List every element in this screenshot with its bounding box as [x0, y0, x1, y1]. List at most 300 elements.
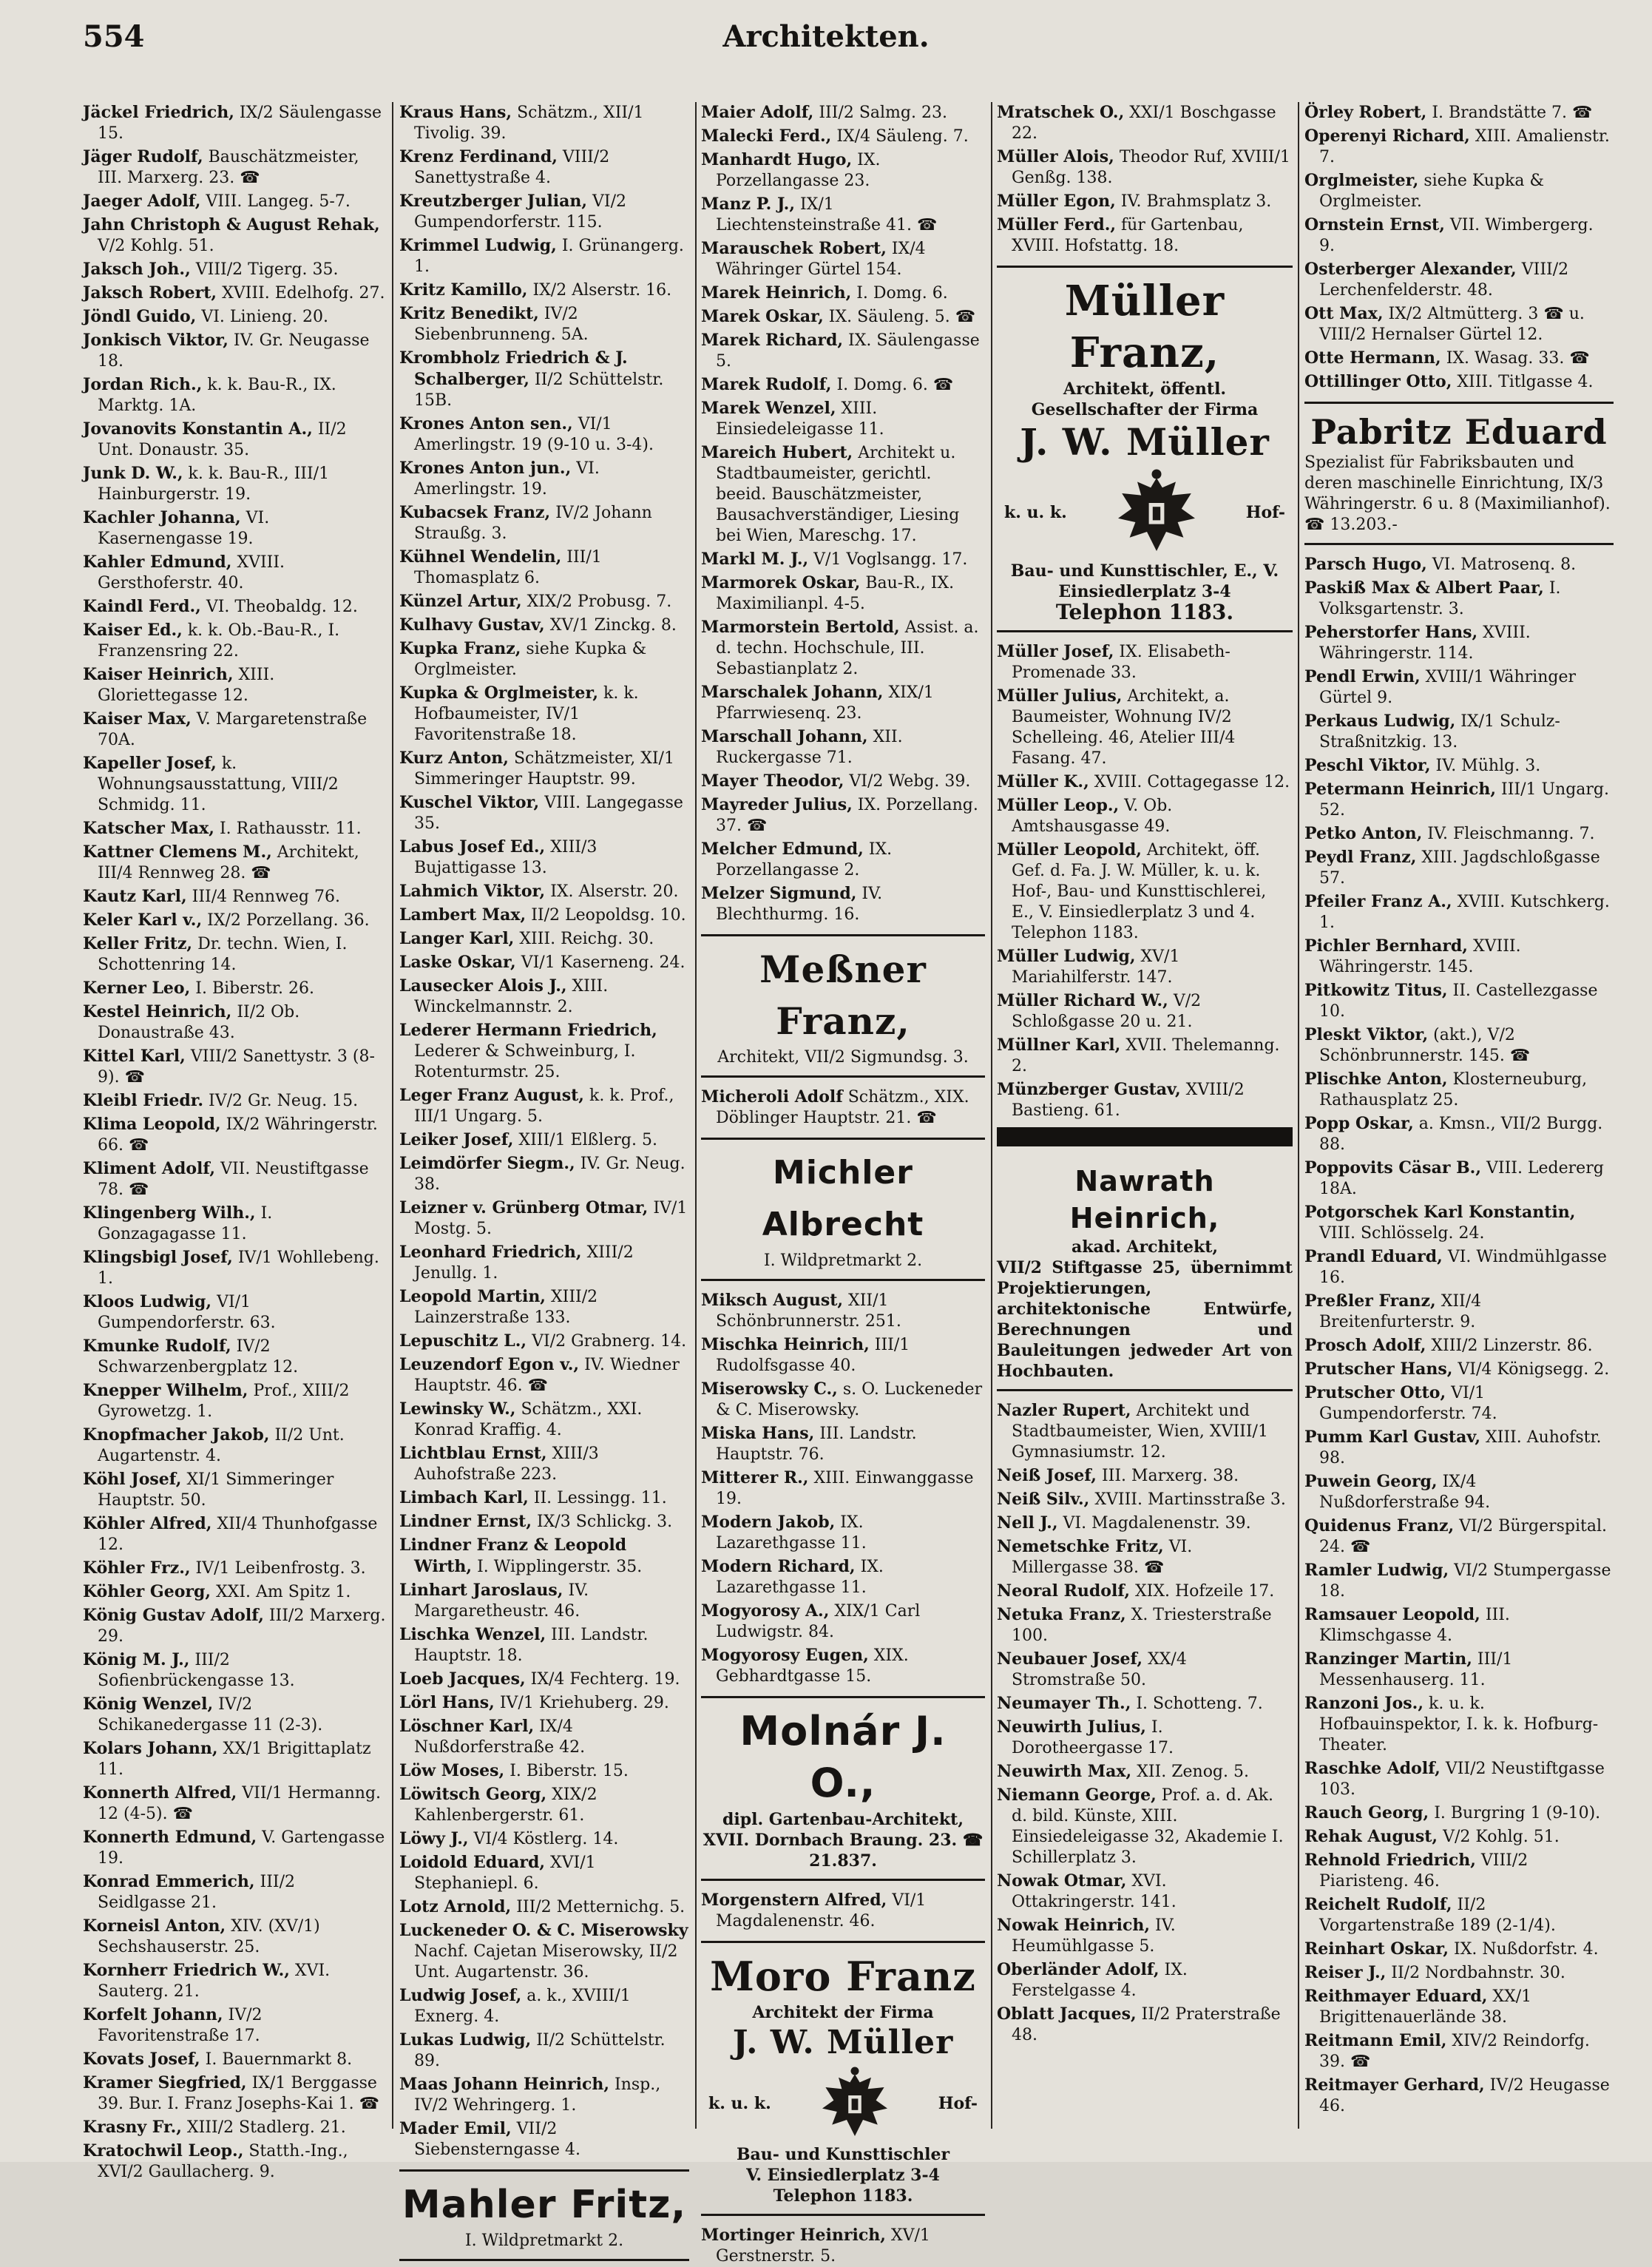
ad-moro-firm: J. W. Müller	[732, 2024, 954, 2061]
column-rule	[1298, 102, 1299, 2129]
directory-entry	[1304, 2075, 1614, 2117]
entry-address: IX/2 Währingerstr. 66. ☎	[98, 1115, 378, 1155]
entry-name: Ranzoni Jos.,	[1304, 1694, 1424, 1713]
entry-address: III. Marxerg. 38.	[1101, 1467, 1239, 1485]
entry-name: Reitmayer Gerhard,	[1304, 2075, 1485, 2095]
entry-address: XX/1 Brigittenauerlände 38.	[1319, 1987, 1532, 2027]
directory-entry	[1304, 891, 1614, 933]
directory-entry	[399, 952, 689, 973]
entry-address: II/2 Unt. Augartenstr. 4.	[98, 1426, 345, 1465]
entry-address: Architekt, a. Baumeister, Wohnung IV/2 Schelleing. 46, Atelier III/4 Fasang. 47.	[1012, 687, 1236, 768]
entry-address: IX/3 Schlickg. 3.	[537, 1513, 673, 1531]
entry-address: VII/2 Neustiftgasse 103.	[1319, 1760, 1605, 1799]
entry-address: IV/2 Heugasse 46.	[1319, 2076, 1610, 2115]
entry-name: Müller K.,	[997, 772, 1089, 791]
entry-name: Poppovits Cäsar B.,	[1304, 1158, 1481, 1178]
directory-entry	[1304, 1158, 1614, 1200]
directory-entry	[997, 1581, 1293, 1602]
entry-address: XVI/1 Stephaniepl. 6.	[414, 1854, 596, 1893]
entry-address: VI/1 Gumpendorferstr. 63.	[98, 1293, 276, 1332]
directory-entry	[83, 2117, 386, 2138]
ad-mueller-crest-row	[997, 464, 1293, 561]
entry-name: Jöndl Guido,	[83, 307, 197, 326]
directory-entry	[1304, 126, 1614, 168]
entry-name: Labus Josef Ed.,	[399, 837, 546, 857]
directory-entry	[1304, 847, 1614, 889]
entry-name: Lindner Ernst,	[399, 1512, 532, 1531]
directory-entry	[997, 1513, 1293, 1534]
directory-entry	[399, 1331, 689, 1352]
directory-entry	[701, 1467, 985, 1510]
entry-name: Markl M. J.,	[701, 550, 809, 569]
directory-entry	[83, 1469, 386, 1511]
entry-name: Nowak Heinrich,	[997, 1916, 1151, 1935]
directory-entry	[399, 1535, 689, 1578]
entry-address: V/2 Kohlg. 51.	[98, 237, 214, 255]
entry-address: VII/2 Siebensterngasse 4.	[414, 2120, 581, 2159]
directory-entry	[701, 1890, 985, 1932]
ad-moro-name: Moro Franz	[710, 1953, 976, 2000]
entry-address: XIII. Amalienstr. 7.	[1319, 127, 1610, 166]
entry-address: XVIII/1 Währinger Gürtel 9.	[1319, 668, 1577, 707]
entry-name: Leimdörfer Siegm.,	[399, 1154, 575, 1173]
directory-entry	[997, 102, 1293, 144]
directory-entry	[399, 638, 689, 680]
entry-address: XVIII/2 Bastieng. 61.	[1012, 1081, 1245, 1120]
ad-moro-crest-row	[701, 2063, 985, 2144]
entry-address: XIII/1 Elßlerg. 5.	[518, 1131, 657, 1149]
entry-address: VI/2 Grabnerg. 14.	[532, 1332, 687, 1351]
entry-name: Keller Fritz,	[83, 934, 193, 953]
entry-name: Ramsauer Leopold,	[1304, 1605, 1480, 1624]
entry-name: Mratschek O.,	[997, 103, 1125, 122]
entry-name: Neumayer Th.,	[997, 1694, 1131, 1713]
directory-entry	[83, 330, 386, 372]
entry-name: Reichelt Rudolf,	[1304, 1895, 1452, 1914]
entry-name: Langer Karl,	[399, 929, 515, 948]
directory-entry	[83, 214, 386, 257]
directory-entry	[997, 1871, 1293, 1913]
directory-entry	[399, 748, 689, 790]
entry-name: Nemetschke Fritz,	[997, 1537, 1164, 1556]
entry-name: Luckeneder O. & C. Miserowsky	[399, 1921, 688, 1940]
entry-address: Theodor Ruf, XVIII/1 Genßg. 138.	[1012, 148, 1290, 187]
entry-name: Örley Robert,	[1304, 103, 1427, 122]
entry-name: Krones Anton jun.,	[399, 459, 572, 478]
entry-address: Schätzmeister, XI/1 Simmeringer Hauptstr. 99.	[414, 749, 674, 788]
directory-entry	[83, 664, 386, 706]
column-3-entries-end	[701, 2225, 985, 2267]
entry-name: Ott Max,	[1304, 304, 1384, 323]
entry-name: Knepper Wilhelm,	[83, 1381, 248, 1400]
entry-address: I. Wipplingerstr. 35.	[477, 1558, 643, 1576]
entry-name: Klingsbigl Josef,	[83, 1248, 233, 1267]
ad-mahler-name: Mahler Fritz,	[402, 2183, 687, 2227]
directory-entry	[701, 682, 985, 724]
directory-entry	[701, 102, 985, 124]
entry-address: XVIII. Martinsstraße 3.	[1094, 1490, 1286, 1509]
entry-name: Mitterer R.,	[701, 1468, 809, 1487]
directory-entry	[701, 194, 985, 236]
entry-name: Löwy J.,	[399, 1829, 469, 1848]
entry-address: Statth.-Ing., XVI/2 Gaullacherg. 9.	[98, 2142, 348, 2181]
entry-address: XIX. Gebhardtgasse 15.	[716, 1646, 909, 1686]
entry-address: VI. Windmühlgasse 16.	[1319, 1248, 1607, 1287]
entry-name: Korneisl Anton,	[83, 1916, 226, 1936]
directory-entry	[399, 2030, 689, 2072]
entry-address: XV/1 Gerstnerstr. 5.	[716, 2226, 930, 2266]
entry-address: I. Domg. 6.	[856, 284, 948, 303]
entry-name: Krones Anton sen.,	[399, 414, 573, 433]
entry-address: VIII. Langeg. 5-7.	[206, 192, 351, 211]
entry-address: VI/2 Webg. 39.	[849, 772, 971, 791]
directory-entry	[997, 1785, 1293, 1868]
entry-address: V. Gartengasse 19.	[98, 1828, 385, 1868]
entry-name: Müller Richard W.,	[997, 991, 1168, 1010]
entry-name: Leizner v. Grünberg Otmar,	[399, 1198, 649, 1217]
directory-entry	[83, 1827, 386, 1869]
entry-name: Puwein Georg,	[1304, 1472, 1438, 1491]
entry-name: Loidold Eduard,	[399, 1853, 545, 1872]
directory-entry	[399, 1153, 689, 1195]
entry-address: VII. Neustiftgasse 78. ☎	[98, 1160, 369, 1199]
entry-name: Köhl Josef,	[83, 1470, 182, 1489]
entry-address: XIII/3 Bujattigasse 13.	[414, 838, 598, 877]
entry-name: Neiß Josef,	[997, 1466, 1097, 1485]
entry-name: Leopold Martin,	[399, 1287, 546, 1306]
entry-name: Mader Emil,	[399, 2119, 512, 2138]
entry-address: IX/2 Säulengasse 15.	[98, 104, 382, 143]
directory-entry	[399, 1716, 689, 1758]
entry-address: IV/1 Wohllebeng. 1.	[98, 1249, 379, 1288]
directory-entry	[83, 283, 386, 304]
entry-name: Jäckel Friedrich,	[83, 103, 234, 122]
column-rule	[695, 102, 697, 2129]
directory-entry	[399, 1242, 689, 1284]
entry-address: III/1 Rudolfsgasse 40.	[716, 1336, 910, 1375]
entry-name: Lahmich Viktor,	[399, 882, 546, 901]
entry-address: Schätzm., XIX. Döblinger Hauptstr. 21. ☎	[716, 1088, 969, 1127]
directory-entry	[1304, 1758, 1614, 1800]
entry-name: Orglmeister,	[1304, 171, 1419, 190]
entry-address: II/2 Schüttelstr. 15B.	[414, 371, 664, 410]
entry-name: Melcher Edmund,	[701, 839, 864, 859]
entry-name: Müller Leop.,	[997, 796, 1120, 815]
entry-address: VIII. Langegasse 35.	[414, 794, 683, 833]
directory-entry	[997, 686, 1293, 769]
directory-entry	[1304, 1471, 1614, 1513]
entry-address: II/2 Unt. Donaustr. 35.	[98, 420, 347, 459]
entry-name: Müller Leopold,	[997, 840, 1142, 859]
entry-name: Marmorstein Bertold,	[701, 618, 900, 637]
entry-address: IV/1 Leibenfrostg. 3.	[195, 1559, 366, 1578]
entry-name: Reithmayer Eduard,	[1304, 1987, 1488, 2006]
black-rule	[997, 1127, 1293, 1146]
directory-entry	[1304, 578, 1614, 620]
directory-entry	[1304, 348, 1614, 369]
entry-address: VI. Millergasse 38. ☎	[1012, 1538, 1193, 1577]
entry-name: Marauschek Robert,	[701, 239, 887, 258]
ad-mueller-line1: Architekt, öffentl. Gesellschafter der Firma	[1031, 379, 1259, 419]
directory-entry	[399, 1354, 689, 1396]
entry-name: Potgorschek Karl Konstantin,	[1304, 1203, 1576, 1222]
entry-address: II/2 Schüttelstr. 89.	[414, 2031, 666, 2070]
entry-name: Kubacsek Franz,	[399, 503, 551, 522]
entry-address: IX. Porzellangasse 2.	[716, 840, 893, 879]
directory-entry	[1304, 1850, 1614, 1892]
entry-address: X. Triesterstraße 100.	[1012, 1606, 1272, 1645]
entry-address: V. Margaretenstraße 70A.	[98, 710, 368, 749]
entry-name: Kestel Heinrich,	[83, 1002, 232, 1021]
entry-address: a. Kmsn., VII/2 Burgg. 88.	[1319, 1115, 1603, 1154]
entry-address: IX/4 Nußdorferstraße 94.	[1319, 1473, 1491, 1512]
entry-name: Neubauer Josef,	[997, 1649, 1143, 1669]
entry-address: VI. Magdalenenstr. 39.	[1063, 1514, 1251, 1533]
entry-address: VI/2 Gumpendorferstr. 115.	[414, 192, 626, 232]
entry-address: IX/4 Fechterg. 19.	[530, 1670, 680, 1689]
directory-entry	[701, 1645, 985, 1687]
entry-name: Raschke Adolf,	[1304, 1759, 1441, 1778]
entry-name: Plischke Anton,	[1304, 1070, 1448, 1089]
directory-entry	[83, 753, 386, 816]
directory-entry	[1304, 1246, 1614, 1288]
entry-address: I. Rathausstr. 11.	[219, 820, 362, 838]
ad-mueller	[997, 266, 1293, 632]
directory-entry	[1304, 1604, 1614, 1646]
entry-address: IX. Porzellang. 37. ☎	[716, 796, 978, 835]
directory-entry	[83, 2004, 386, 2047]
entry-name: Kolars Johann,	[83, 1739, 218, 1758]
directory-entry	[1304, 102, 1614, 124]
entry-name: Knopfmacher Jakob,	[83, 1425, 270, 1445]
directory-entry	[997, 946, 1293, 988]
directory-entry	[701, 771, 985, 792]
ad-nawrath-line1: akad. Architekt,	[1071, 1237, 1219, 1257]
entry-name: Kmunke Rudolf,	[83, 1337, 231, 1356]
entry-name: Lörl Hans,	[399, 1693, 495, 1712]
entry-name: Jaksch Joh.,	[83, 260, 191, 279]
entry-address: III/2 Salmg. 23.	[819, 104, 947, 122]
directory-entry	[83, 1558, 386, 1579]
directory-entry	[997, 1959, 1293, 2001]
entry-name: Osterberger Alexander,	[1304, 260, 1517, 279]
entry-address: Architekt u. Stadtbaumeister, gerichtl. beeid. Bauschätzmeister, Bausachverständiger, Liesing bei Wien, Mareschg. 17.	[716, 444, 960, 545]
ad-michler	[701, 1138, 985, 1281]
column-rule	[392, 102, 393, 2129]
entry-name: Maas Johann Heinrich,	[399, 2075, 610, 2094]
entry-address: XVIII. Cottagegasse 12.	[1094, 773, 1290, 791]
entry-address: I. Biberstr. 15.	[510, 1762, 629, 1780]
entry-name: Krenz Ferdinand,	[399, 147, 558, 166]
directory-entry	[83, 1581, 386, 1603]
entry-name: Ludwig Josef,	[399, 1986, 522, 2005]
directory-entry	[399, 976, 689, 1018]
directory-entry	[83, 507, 386, 550]
directory-entry	[1304, 755, 1614, 777]
directory-entry	[399, 905, 689, 926]
entry-address: XVII. Thelemanng. 2.	[1012, 1036, 1280, 1075]
directory-entry	[701, 306, 985, 328]
entry-address: k. k. Bau-R., III/1 Hainburgerstr. 19.	[98, 464, 330, 504]
entry-address: Architekt und Stadtbaumeister, Wien, XVIII/1 Gymnasiumstr. 12.	[1012, 1402, 1268, 1462]
directory-entry	[83, 102, 386, 144]
directory-entry	[1304, 554, 1614, 575]
directory-entry	[399, 837, 689, 879]
entry-name: Korfelt Johann,	[83, 2005, 223, 2024]
entry-address: XII. Zenog. 5.	[1137, 1763, 1249, 1781]
entry-name: Leger Franz August,	[399, 1086, 584, 1105]
directory-entry	[997, 1489, 1293, 1510]
directory-entry	[399, 1624, 689, 1666]
ad-moro-line5: Bau- und Kunsttischler	[736, 2145, 950, 2164]
entry-name: Pleskt Viktor,	[1304, 1025, 1429, 1044]
directory-entry	[83, 1158, 386, 1200]
entry-name: Lederer Hermann Friedrich,	[399, 1021, 657, 1040]
directory-entry	[701, 549, 985, 570]
entry-name: Kupka Franz,	[399, 639, 521, 658]
entry-name: Morgenstern Alfred,	[701, 1891, 887, 1910]
entry-address: IX/4 Währinger Gürtel 154.	[716, 240, 926, 279]
directory-entry	[83, 191, 386, 212]
entry-address: Bau-R., IX. Maximilianpl. 4-5.	[716, 574, 955, 613]
directory-entry	[399, 2118, 689, 2160]
directory-entry	[83, 1738, 386, 1780]
directory-entry	[997, 1761, 1293, 1783]
entry-name: Jäger Rudolf,	[83, 147, 203, 166]
entry-address: s. O. Luckeneder & C. Miserowsky.	[716, 1380, 983, 1419]
entry-name: Köhler Georg,	[83, 1582, 211, 1601]
entry-address: XVIII. Währingerstr. 145.	[1319, 937, 1521, 976]
entry-address: IV. Gr. Neug. 38.	[414, 1155, 685, 1194]
entry-address: IV/2 Schwarzenbergplatz 12.	[98, 1337, 299, 1376]
entry-name: Kautz Karl,	[83, 887, 187, 906]
entry-name: Müller Ludwig,	[997, 947, 1136, 966]
directory-entry	[1304, 1202, 1614, 1244]
directory-entry	[83, 818, 386, 839]
directory-entry	[83, 463, 386, 505]
ad-michler-name: Michler Albrecht	[762, 1154, 924, 1243]
entry-address: VIII/2 Lerchenfelderstr. 48.	[1319, 260, 1569, 300]
entry-address: XVIII. Kutschkerg. 1.	[1319, 893, 1610, 932]
ad-moro-line6: V. Einsiedlerplatz 3-4	[746, 2166, 940, 2185]
column-3-entries-top	[701, 102, 985, 925]
column-rule	[991, 102, 992, 2129]
directory-entry	[399, 1920, 689, 1983]
directory-entry	[83, 1513, 386, 1555]
column-3-entries-low	[701, 1290, 985, 1687]
column-5-entries-top	[1304, 102, 1614, 393]
entry-address: IV/2 Siebenbrunneng. 5A.	[414, 305, 589, 344]
entry-address: V. Ob. Amtshausgasse 49.	[1012, 797, 1173, 836]
directory-entry	[1304, 1693, 1614, 1756]
entry-address: I. Schotteng. 7.	[1136, 1695, 1263, 1713]
entry-address: Prof. a. d. Ak. d. bild. Künste, XIII. Einsiedeleigasse 32, Akademie I. Schillerplatz 3.	[1012, 1786, 1284, 1867]
directory-entry	[83, 933, 386, 976]
entry-name: Pumm Karl Gustav,	[1304, 1428, 1480, 1447]
entry-name: Mogyorosy A.,	[701, 1601, 830, 1621]
ad-pabritz	[1304, 402, 1614, 545]
directory-entry	[83, 1694, 386, 1736]
entry-name: Prosch Adolf,	[1304, 1336, 1426, 1355]
entry-name: Lotz Arnold,	[399, 1897, 512, 1916]
entry-name: Löwitsch Georg,	[399, 1785, 547, 1804]
entry-address: XV/1 Mariahilferstr. 147.	[1012, 947, 1180, 987]
entry-address: XIII. Gloriettegasse 12.	[98, 666, 275, 705]
entry-address: III/1 Ungarg. 52.	[1319, 780, 1609, 820]
ad-moro	[701, 1941, 985, 2216]
ad-moro-hof: Hof-	[938, 2094, 978, 2113]
directory-entry	[1304, 2030, 1614, 2072]
entry-name: Kovats Josef,	[83, 2050, 200, 2069]
directory-entry	[1304, 1291, 1614, 1333]
entry-name: Prutscher Hans,	[1304, 1359, 1453, 1379]
entry-address: k. k. Bau-R., IX. Marktg. 1A.	[98, 376, 336, 415]
entry-address: k. k. Hofbaumeister, IV/1 Favoritenstraße 18.	[414, 684, 639, 744]
entry-name: Popp Oskar,	[1304, 1114, 1414, 1133]
directory-entry	[83, 306, 386, 328]
entry-name: Kaindl Ferd.,	[83, 597, 201, 616]
directory-entry	[399, 591, 689, 612]
ad-nawrath-name: Nawrath Heinrich,	[1069, 1165, 1220, 1234]
directory-entry	[1304, 1516, 1614, 1558]
entry-address: VIII. Schlösselg. 24.	[1319, 1224, 1485, 1243]
directory-entry	[399, 502, 689, 544]
entry-address: XII. Ruckergasse 71.	[716, 728, 903, 767]
entry-name: Peherstorfer Hans,	[1304, 623, 1478, 642]
entry-name: Pfeiler Franz A.,	[1304, 892, 1452, 911]
directory-entry	[997, 1717, 1293, 1759]
ad-molnar	[701, 1696, 985, 1881]
entry-name: Krasny Fr.,	[83, 2118, 182, 2137]
entry-address: XX/1 Brigittaplatz 11.	[98, 1740, 371, 1779]
entry-address: Schätzm., XXI. Konrad Kraffig. 4.	[414, 1400, 643, 1439]
entry-name: Kaiser Max,	[83, 709, 192, 729]
directory-entry	[83, 978, 386, 999]
entry-address: VI. Linieng. 20.	[201, 308, 329, 326]
entry-name: Marmorek Oskar,	[701, 573, 861, 592]
entry-name: Rauch Georg,	[1304, 1803, 1429, 1822]
entry-address: III. Klimschgasse 4.	[1319, 1606, 1510, 1645]
entry-address: Klosterneuburg, Rathausplatz 25.	[1319, 1070, 1588, 1109]
entry-address: IX. Wasag. 33. ☎	[1446, 349, 1590, 368]
directory-entry	[399, 348, 689, 411]
directory-entry	[997, 1649, 1293, 1691]
ad-nawrath-line2: VII/2 Stiftgasse 25, übernimmt Projektierungen, architektonische Entwürfe, Berechnungen und Bauleitungen jedweder Art von Hochbauten.	[997, 1258, 1293, 1381]
entry-address: k. Wohnungsausstattung, VIII/2 Schmidg. 11.	[98, 754, 339, 814]
entry-name: Reinhart Oskar,	[1304, 1939, 1449, 1959]
directory-entry	[997, 191, 1293, 212]
directory-entry	[399, 1487, 689, 1509]
entry-address: IV. Blechthurmg. 16.	[716, 885, 883, 924]
directory-entry	[83, 146, 386, 189]
entry-address: XXI. Am Spitz 1.	[216, 1583, 351, 1601]
entry-address: II/2 Vorgartenstraße 189 (2-1/4).	[1319, 1896, 1556, 1935]
column-2	[399, 102, 689, 2250]
directory-entry	[399, 1286, 689, 1328]
entry-address: V/2 Kohlg. 51.	[1443, 1828, 1560, 1846]
directory-entry	[997, 771, 1293, 793]
entry-address: XIII/2 Lainzerstraße 133.	[414, 1288, 598, 1327]
entry-name: Preßler Franz,	[1304, 1291, 1436, 1311]
directory-entry	[83, 1203, 386, 1245]
entry-address: XIV/2 Reindorfg. 39. ☎	[1319, 2032, 1590, 2071]
directory-entry	[1304, 1069, 1614, 1111]
entry-address: VI/2 Stumpergasse 18.	[1319, 1561, 1611, 1601]
directory-entry	[83, 709, 386, 751]
directory-entry	[1304, 1803, 1614, 1824]
entry-name: Müllner Karl,	[997, 1035, 1121, 1055]
entry-address: VI. Amerlingstr. 19.	[414, 459, 600, 499]
